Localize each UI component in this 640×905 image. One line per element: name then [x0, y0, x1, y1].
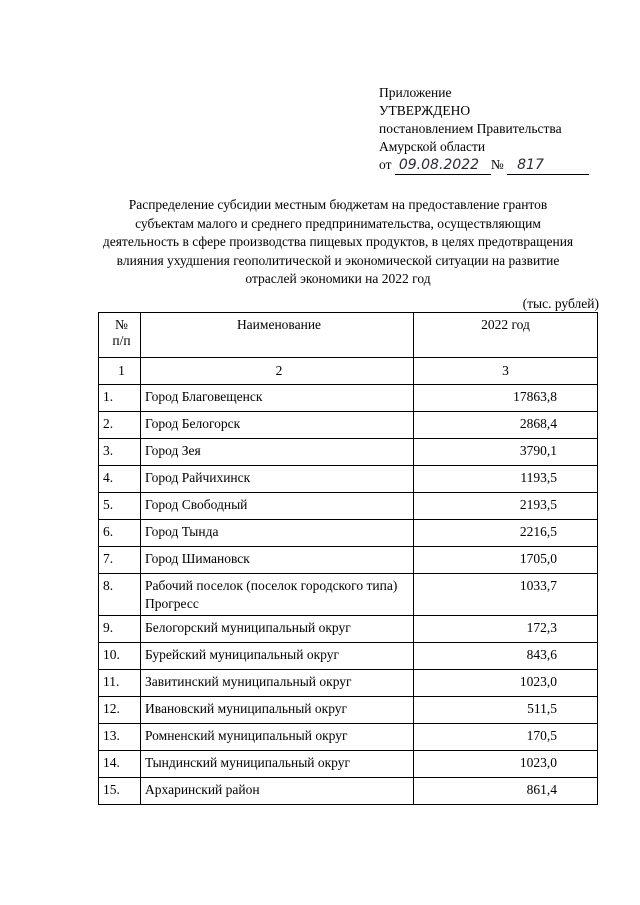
- col-number-1: 1: [99, 358, 141, 385]
- column-numbers-row: [99, 358, 598, 385]
- row-name: Город Благовещенск: [141, 385, 414, 412]
- row-name: Город Свободный: [141, 493, 414, 520]
- row-number: 10.: [99, 643, 141, 670]
- units-label: (тыс. рублей): [522, 296, 599, 311]
- col-number-3: 3: [414, 358, 598, 385]
- row-name: Город Шимановск: [141, 547, 414, 574]
- row-value: 1023,0: [414, 670, 598, 697]
- table-row: [99, 385, 598, 412]
- row-number: 13.: [99, 724, 141, 751]
- row-number: 2.: [99, 412, 141, 439]
- row-value: 3790,1: [414, 439, 598, 466]
- date-number-line: [379, 156, 609, 175]
- header-year: 2022 год: [414, 313, 598, 358]
- table-row: [99, 466, 598, 493]
- table-row: [99, 670, 598, 697]
- table-row: [99, 778, 598, 805]
- row-number: 1.: [99, 385, 141, 412]
- row-number: 14.: [99, 751, 141, 778]
- row-name: Архаринский район: [141, 778, 414, 805]
- row-name: Завитинский муниципальный округ: [141, 670, 414, 697]
- subsidy-table: [98, 312, 598, 805]
- table-row: [99, 697, 598, 724]
- row-number: 11.: [99, 670, 141, 697]
- col-number-2: 2: [141, 358, 414, 385]
- row-number: 15.: [99, 778, 141, 805]
- row-value: 2193,5: [414, 493, 598, 520]
- row-value: 1193,5: [414, 466, 598, 493]
- handwritten-date: 09.08.2022: [395, 156, 491, 175]
- table-row: [99, 439, 598, 466]
- row-value: 170,5: [414, 724, 598, 751]
- number-sign: №: [490, 157, 504, 172]
- row-name: Город Райчихинск: [141, 466, 414, 493]
- row-value: 2868,4: [414, 412, 598, 439]
- from-label: от: [379, 157, 392, 172]
- row-value: 1705,0: [414, 547, 598, 574]
- table-row: [99, 493, 598, 520]
- row-number: 12.: [99, 697, 141, 724]
- row-value: 2216,5: [414, 520, 598, 547]
- row-number: 9.: [99, 616, 141, 643]
- row-number: 5.: [99, 493, 141, 520]
- row-name: Ромненский муниципальный округ: [141, 724, 414, 751]
- table-header-row: [99, 313, 598, 358]
- row-number: 6.: [99, 520, 141, 547]
- row-name: Город Зея: [141, 439, 414, 466]
- row-number: 4.: [99, 466, 141, 493]
- table-row: [99, 616, 598, 643]
- table-row: [99, 547, 598, 574]
- row-name: Белогорский муниципальный округ: [141, 616, 414, 643]
- approval-block: [379, 84, 609, 175]
- document-title: Распределение субсидии местным бюджетам на предоставление грантов субъектам малого и среднего предпринимательства, осуществляющим деятельность в сфере производства пищевых продуктов, в целях предотвращения влияния ухудшения геополитической и экономической ситуации на развитие отраслей экономики на 2022 год: [102, 197, 574, 286]
- header-num: № п/п: [99, 313, 141, 358]
- table-row: [99, 412, 598, 439]
- row-value: 511,5: [414, 697, 598, 724]
- row-value: 843,6: [414, 643, 598, 670]
- row-value: 1033,7: [414, 574, 598, 616]
- row-name: Рабочий поселок (поселок городского типа) Прогресс: [141, 574, 414, 616]
- row-name: Город Белогорск: [141, 412, 414, 439]
- region-label: Амурской области: [379, 139, 486, 154]
- table-row: [99, 751, 598, 778]
- row-name: Бурейский муниципальный округ: [141, 643, 414, 670]
- resolution-label: постановлением Правительства: [379, 121, 562, 136]
- row-number: 7.: [99, 547, 141, 574]
- row-number: 8.: [99, 574, 141, 616]
- row-value: 861,4: [414, 778, 598, 805]
- row-number: 3.: [99, 439, 141, 466]
- appendix-label: Приложение: [379, 85, 452, 100]
- row-name: Тындинский муниципальный округ: [141, 751, 414, 778]
- table-row: [99, 643, 598, 670]
- row-name: Ивановский муниципальный округ: [141, 697, 414, 724]
- table-row: [99, 520, 598, 547]
- row-name: Город Тында: [141, 520, 414, 547]
- header-name: Наименование: [141, 313, 414, 358]
- approved-label: УТВЕРЖДЕНО: [379, 103, 471, 118]
- row-value: 17863,8: [414, 385, 598, 412]
- table-row: [99, 724, 598, 751]
- row-value: 1023,0: [414, 751, 598, 778]
- table-row: [99, 574, 598, 616]
- handwritten-number: 817: [507, 156, 589, 175]
- row-value: 172,3: [414, 616, 598, 643]
